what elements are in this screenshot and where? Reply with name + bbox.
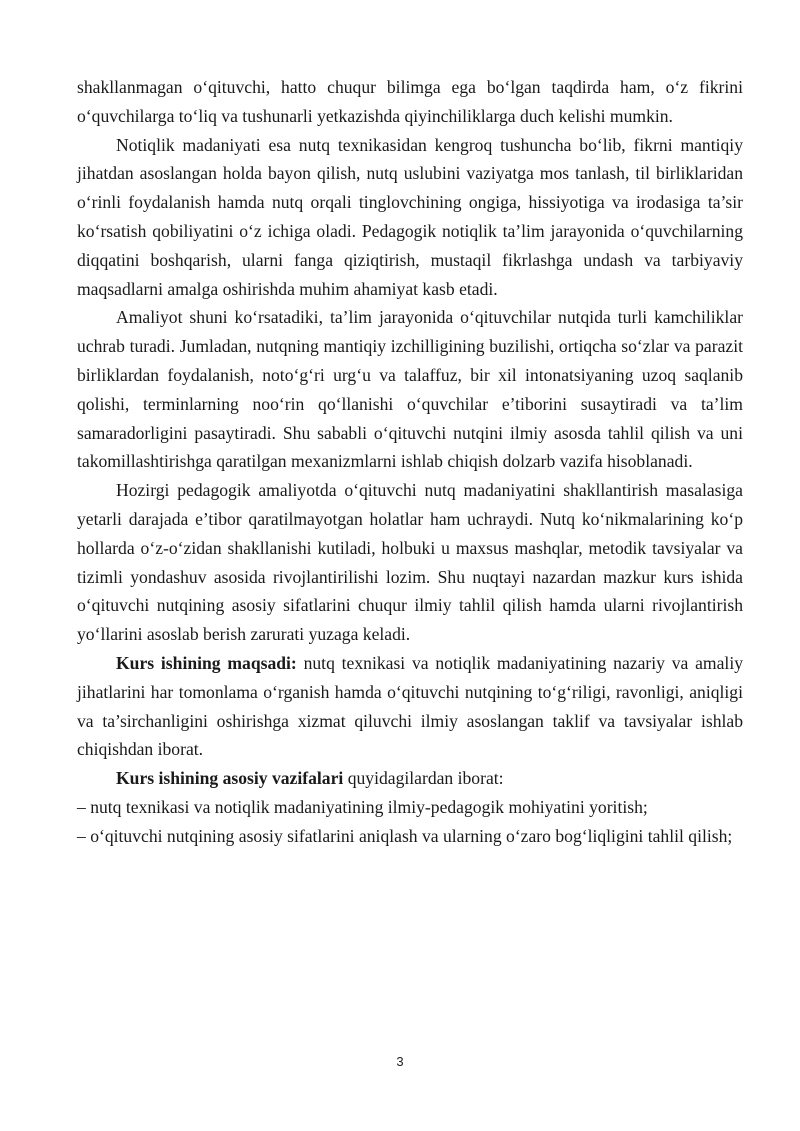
paragraph-hozirgi-amaliyot [77,476,743,649]
paragraph-notiqlik-madaniyati [77,131,743,304]
paragraph-amaliyot [77,303,743,476]
paragraph-text: Hozirgi pedagogik amaliyotda o‘qituvchi nutq madaniyatini shakllantirish masalasiga yetarli darajada e’tibor qaratilmayotgan holatlar ham uchraydi. Nutq ko‘nikmalarining ko‘p hollarda o‘z-o‘zidan shakllanishi kutiladi, holbuki u maxsus mashqlar, metodik tavsiyalar va tizimli yondashuv asosida rivojlantirilishi lozim. Shu nuqtayi nazardan mazkur kurs ishida o‘qituvchi nutqining asosiy sifatlarini chuqur ilmiy tahlil qilish hamda ularni rivojlantirish yo‘llarini asoslab berish zarurati yuzaga keladi. [77,480,743,645]
paragraph-text: quyidagilardan iborat: [343,768,504,789]
list-item [77,822,743,851]
paragraph-text: shakllanmagan o‘qituvchi, hatto chuqur bilimga ega bo‘lgan taqdirda ham, o‘z fikrini o‘quvchilarga to‘liq va tushunarli yetkazishda qiyinchiliklarga duch kelishi mumkin. [77,77,743,126]
paragraph-heading-bold: Kurs ishining maqsadi: [116,652,297,673]
paragraph-heading-bold: Kurs ishining asosiy vazifalari [116,768,344,789]
list-item-text: – nutq texnikasi va notiqlik madaniyatining ilmiy-pedagogik mohiyatini yoritish; [77,796,648,817]
body-text [77,73,743,851]
list-item [77,793,743,822]
paragraph-kurs-vazifalari [77,764,743,793]
paragraph-continuation [77,73,743,131]
paragraph-text: nutq texnikasi va notiqlik madaniyatining nazariy va amaliy jihatlarini har tomonlama o‘rganish hamda o‘qituvchi nutqining to‘g‘riligi, ravonligi, aniqligi va ta’sirchanligini oshirishga xizmat qiluvchi ilmiy asoslangan taklif va tavsiyalar ishlab chiqishdan iborat. [77,652,743,760]
list-item-text: – o‘qituvchi nutqining asosiy sifatlarini aniqlash va ularning o‘zaro bog‘liqligini tahlil qilish; [77,825,733,846]
paragraph-text: Notiqlik madaniyati esa nutq texnikasidan kengroq tushuncha bo‘lib, fikrni mantiqiy jihatdan asoslangan holda bayon qilish, nutq uslubini vaziyatga mos tanlash, til birliklaridan o‘rinli foydalanish hamda nutq orqali tinglovchining ongiga, hissiyotiga va irodasiga ta’sir ko‘rsatish qobiliyatini o‘z ichiga oladi. Pedagogik notiqlik ta’lim jarayonida o‘quvchilarning diqqatini boshqarish, ularni fanga qiziqtirish, mustaqil fikrlashga undash va tarbiyaviy maqsadlarni amalga oshirishda muhim ahamiyat kasb etadi. [77,134,743,299]
page-number: 3 [396,1054,404,1069]
paragraph-kurs-maqsadi [77,649,743,764]
paragraph-text: Amaliyot shuni ko‘rsatadiki, ta’lim jarayonida o‘qituvchilar nutqida turli kamchiliklar uchrab turadi. Jumladan, nutqning mantiqiy izchilligining buzilishi, ortiqcha so‘zlar va parazit birliklardan foydalanish, noto‘g‘ri urg‘u va talaffuz, bir xil intonatsiyaning uzoq saqlanib qolishi, terminlarning noo‘rin qo‘llanishi o‘quvchilar e’tiborini susaytiradi va ta’lim samaradorligini pasaytiradi. Shu sababli o‘qituvchi nutqini ilmiy asosda tahlil qilish va uni takomillashtirishga qaratilgan mexanizmlarni ishlab chiqish dolzarb vazifa hisoblanadi. [77,307,743,472]
